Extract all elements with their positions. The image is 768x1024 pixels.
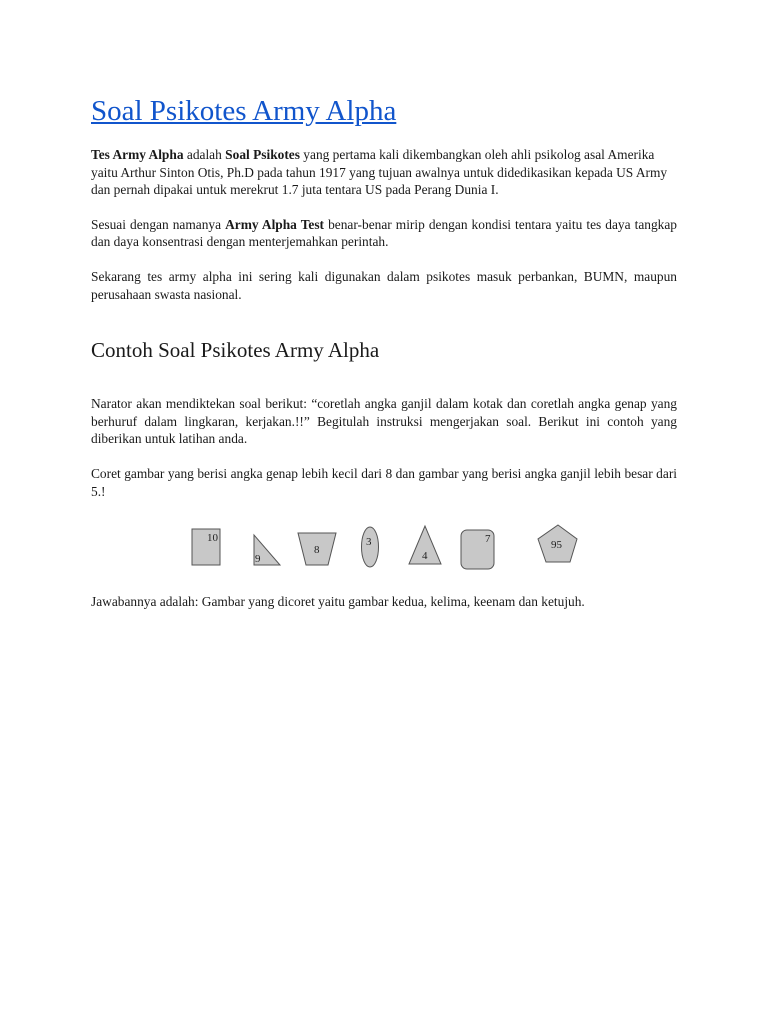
shape-number: 4 [422, 550, 428, 563]
shape-number: 8 [314, 544, 320, 557]
shape-trapezoid [298, 533, 336, 565]
paragraph-usage: Sekarang tes army alpha ini sering kali digunakan dalam psikotes masuk perbankan, BUMN, maupun perusahaan swasta nasional. [91, 268, 677, 302]
shape-number: 3 [366, 536, 372, 549]
term-soal-psikotes: Soal Psikotes [225, 147, 300, 162]
term-army-alpha-test: Army Alpha Test [225, 216, 325, 232]
term-tes-army-alpha: Tes Army Alpha [91, 147, 184, 162]
para2-text-1: Sesuai dengan namanya [91, 216, 226, 232]
shape-triangle [409, 526, 441, 564]
shapes-figure [91, 514, 677, 580]
para2-text-2: benar-benar mirip dengan kondisi tentara yaitu tes daya tangkap dan daya konsentrasi dengan menterjemahkan perintah. [91, 216, 677, 250]
paragraph-army-alpha-test [91, 216, 677, 251]
article-title [91, 90, 677, 132]
article-title-link[interactable]: Soal Psikotes Army Alpha [91, 95, 397, 127]
section-heading: Contoh Soal Psikotes Army Alpha [91, 338, 380, 363]
paragraph-narrator-instruction: Narator akan mendiktekan soal berikut: “coretlah angka ganjil dalam kotak dan coretlah angka genap yang berhuruf dalam lingkaran, kerjakan.!!” Begitulah instruksi mengerjakan soal. Berikut ini contoh yang diberikan untuk latihan anda. [91, 396, 677, 447]
shape-number: 95 [551, 539, 562, 552]
shape-square [192, 529, 220, 565]
shape-pentagon [538, 525, 577, 562]
shape-ellipse [362, 527, 379, 567]
article-content [91, 90, 677, 611]
shape-number: 9 [255, 553, 261, 566]
shape-right-triangle [254, 535, 280, 565]
shapes-svg [91, 514, 677, 580]
paragraph-task: Coret gambar yang berisi angka genap lebih kecil dari 8 dan gambar yang berisi angka ganjil lebih besar dari 5.! [91, 465, 677, 499]
shape-rounded-square [461, 530, 494, 569]
answer-paragraph: Jawabannya adalah: Gambar yang dicoret yaitu gambar kedua, kelima, keenam dan ketujuh. [91, 594, 585, 610]
intro-paragraph [91, 146, 677, 199]
shape-number: 7 [485, 533, 491, 546]
shape-number: 10 [207, 532, 218, 545]
intro-text-2: yang pertama kali dikembangkan oleh ahli psikolog asal Amerika yaitu Arthur Sinton Otis, Ph.D pada tahun 1917 yang tujuan awalnya untuk didedikasikan kepada US Army dan pernah dipakai untuk merekrut 1.7 juta tentara US pada Perang Dunia I. [91, 147, 668, 198]
intro-text-1: adalah [183, 147, 226, 162]
